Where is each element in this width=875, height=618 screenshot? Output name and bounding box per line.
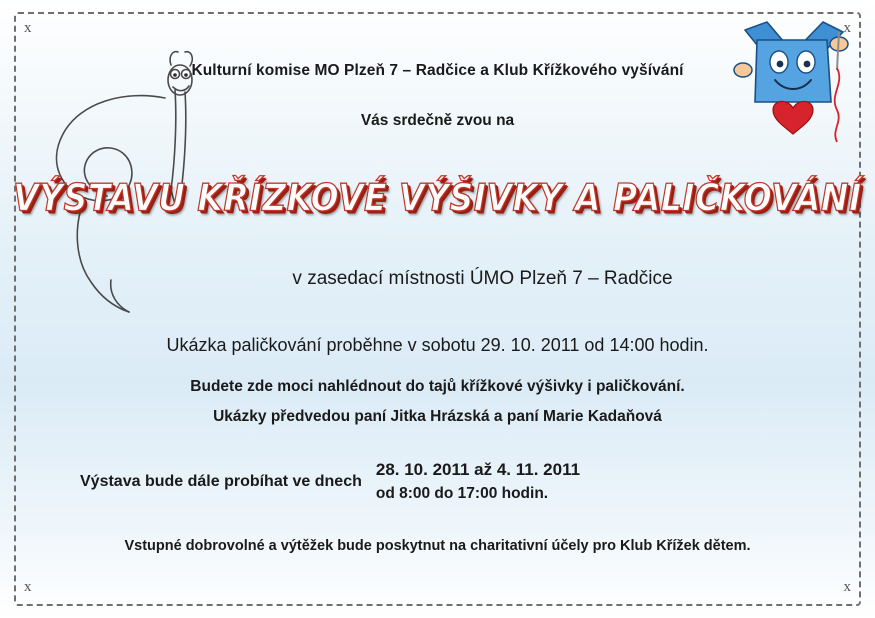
dates-label: Výstava bude dále probíhat ve dnech <box>80 472 362 490</box>
saturday-demo-line: Ukázka paličkování proběhne v sobotu 29. 10. 2011 od 14:00 hodin. <box>166 335 709 355</box>
entry-fee-line: Vstupné dobrovolné a výtěžek bude poskytnut na charitativní účely pro Klub Křížek dětem. <box>124 538 751 554</box>
detail-line-2: Ukázky předvedou paní Jitka Hrázská a paní Marie Kadaňová <box>213 408 662 425</box>
stitched-border <box>14 12 861 606</box>
dates-values <box>376 458 580 505</box>
organizer-line: Kulturní komise MO Plzeň 7 – Radčice a Klub Křížkového vyšívání <box>191 62 684 79</box>
detail-line-1: Budete zde moci nahlédnout do tajů křížkové výšivky i paličkování. <box>190 378 685 395</box>
corner-mark-top-right: x <box>843 20 851 36</box>
corner-mark-top-left: x <box>24 20 32 36</box>
page-title: VÝSTAVU KŘÍZKOVÉ VÝŠIVKY A PALIČKOVÁNÍ <box>13 175 862 220</box>
corner-mark-bottom-left: x <box>24 579 32 595</box>
dates-hours: od 8:00 do 17:00 hodin. <box>375 484 549 502</box>
mascot-cross-stitch-icon <box>727 10 857 175</box>
corner-mark-bottom-right: x <box>843 579 851 595</box>
exhibition-dates-block <box>80 458 800 505</box>
dates-range: 28. 10. 2011 až 4. 11. 2011 <box>375 460 581 479</box>
place-line: v zasedací místnosti ÚMO Plzeň 7 – Radčice <box>292 268 673 289</box>
invite-line: Vás srdečně zvou na <box>360 112 515 129</box>
